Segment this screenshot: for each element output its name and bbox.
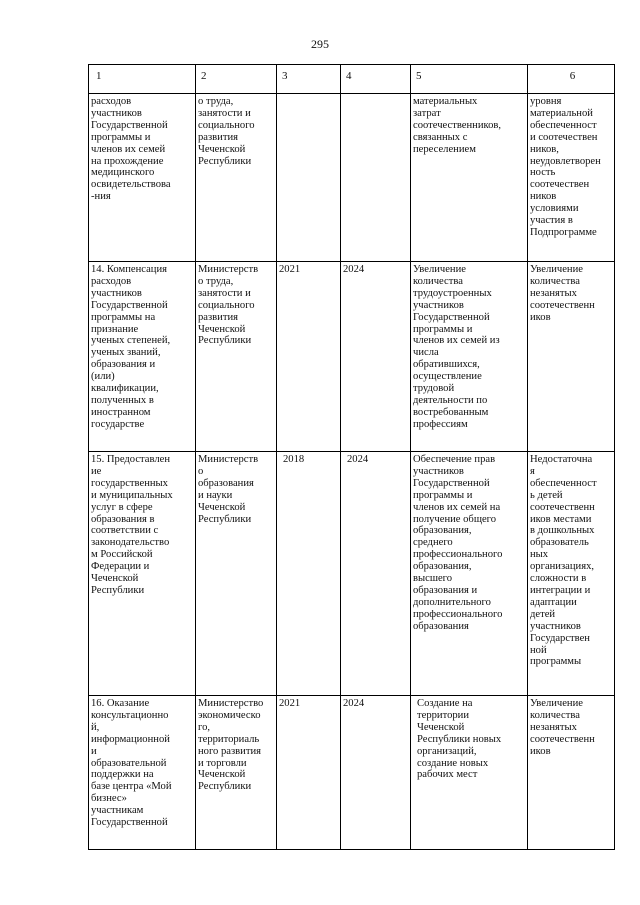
risk-cell: Недостаточна я обеспеченност ь детей соотечественн иков местами в дошкольных образователь ных организациях, сложности в интеграции и адаптации детей участников Государствен ной программы [528, 452, 615, 696]
expected-result-cell: Увеличение количества трудоустроенных участников Государственной программы и членов их семей из числа обратившихся, осуществление трудовой деятельности по востребованным профессиям [411, 262, 528, 452]
responsible-cell: Министерств о труда, занятости и социального развития Чеченской Республики [196, 262, 277, 452]
measure-cell: 15. Предоставлен ие государственных и муниципальных услуг в сфере образования в соответствии с законодательство м Российской Федерации и Чеченской Республики [89, 452, 196, 696]
risk-cell: уровня материальной обеспеченност и соотечествен ников, неудовлетворен ность соотечествен ников условиями участия в Подпрограмме [528, 94, 615, 262]
end-year-cell: 2024 [341, 262, 411, 452]
end-year-cell [341, 94, 411, 262]
end-year-cell: 2024 [341, 696, 411, 850]
column-header-6: 6 [528, 65, 615, 94]
measure-cell: расходов участников Государственной программы и членов их семей на прохождение медицинского освидетельствова -ния [89, 94, 196, 262]
responsible-cell: Министерство экономическо го, территориаль ного развития и торговли Чеченской Республики [196, 696, 277, 850]
program-measures-table [88, 64, 615, 850]
column-header-1: 1 [89, 65, 196, 94]
column-header-4: 4 [341, 65, 411, 94]
expected-result-cell: материальных затрат соотечественников, связанных с переселением [411, 94, 528, 262]
expected-result-cell: Обеспечение прав участников Государственной программы и членов их семей на получение общего образования, среднего профессионального образования, высшего образования и дополнительного профессионального образования [411, 452, 528, 696]
table-header-row [89, 65, 615, 94]
column-header-3: 3 [277, 65, 341, 94]
measure-cell: 16. Оказание консультационно й, информационной и образовательной поддержки на базе центра «Мой бизнес» участникам Государственной [89, 696, 196, 850]
page-number: 295 [311, 37, 329, 51]
table-row [89, 696, 615, 850]
risk-cell: Увеличение количества незанятых соотечественн иков [528, 262, 615, 452]
end-year-cell: 2024 [341, 452, 411, 696]
start-year-cell: 2021 [277, 262, 341, 452]
table-row [89, 262, 615, 452]
start-year-cell [277, 94, 341, 262]
measure-cell: 14. Компенсация расходов участников Государственной программы на признание ученых степеней, ученых званий, образования и (или) квалификации, полученных в иностранном государстве [89, 262, 196, 452]
table-row [89, 452, 615, 696]
expected-result-cell: Создание на территории Чеченской Республики новых организаций, создание новых рабочих мест [411, 696, 528, 850]
responsible-cell: Министерств о образования и науки Чеченской Республики [196, 452, 277, 696]
start-year-cell: 2018 [277, 452, 341, 696]
start-year-cell: 2021 [277, 696, 341, 850]
responsible-cell: о труда, занятости и социального развития Чеченской Республики [196, 94, 277, 262]
column-header-5: 5 [411, 65, 528, 94]
table-row [89, 94, 615, 262]
column-header-2: 2 [196, 65, 277, 94]
risk-cell: Увеличение количества незанятых соотечественн иков [528, 696, 615, 850]
